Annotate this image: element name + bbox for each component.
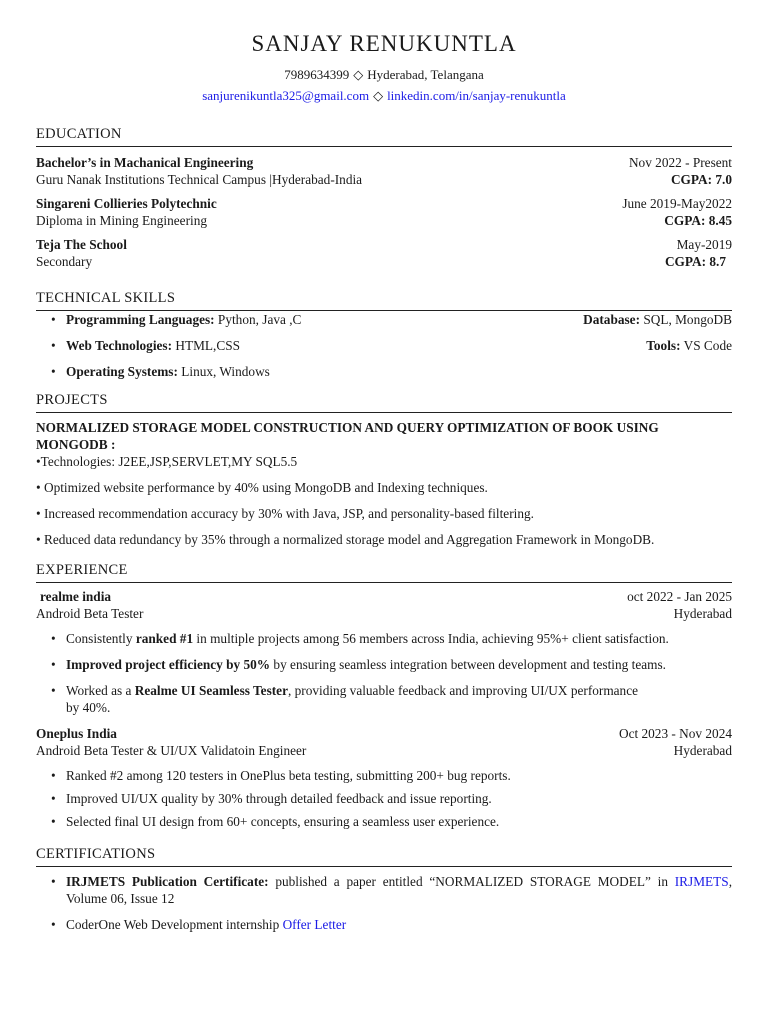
skill-label: Tools: [646, 338, 681, 353]
bullet-highlight: Improved project efficiency by 50% [66, 657, 271, 672]
bullet-text: Ranked #2 among 120 testers in OnePlus beta testing, submitting 200+ bug reports. [66, 768, 511, 783]
cgpa: CGPA: 7.0 [670, 172, 732, 187]
certifications-list [36, 873, 732, 933]
edu-date: Nov 2022 - Present [628, 155, 732, 170]
bullet-text: , providing valuable feedback and improving UI/UX performance by 40%. [66, 683, 639, 715]
job-date: Oct 2023 - Nov 2024 [618, 726, 732, 741]
certification-item [51, 916, 732, 933]
contact-line-1 [36, 64, 732, 85]
bullet-text: by ensuring seamless integration between development and testing teams. [270, 657, 666, 672]
edu-date: June 2019-May2022 [622, 196, 732, 211]
job-bullet [51, 682, 732, 716]
certification-item [51, 873, 732, 907]
skill-label: Database: [583, 312, 641, 327]
skill-row [51, 337, 732, 354]
skill-label: Operating Systems: [66, 364, 178, 379]
job-location: Hyderabad [673, 606, 732, 621]
skill-value: Linux, Windows [177, 364, 270, 379]
education-entry [36, 195, 732, 229]
cert-title: IRJMETS Publication Certificate: [66, 874, 269, 889]
project-title: NORMALIZED STORAGE MODEL CONSTRUCTION AND QUERY OPTIMIZATION OF BOOK USING MONGODB : [36, 420, 659, 452]
job-bullet [51, 656, 732, 673]
school: Secondary [36, 254, 93, 269]
project-line: • Reduced data redundancy by 35% through a normalized storage model and Aggregation Framework in MongoDB. [36, 532, 655, 547]
bullet-text: Improved UI/UX quality by 30% through detailed feedback and issue reporting. [66, 791, 492, 806]
location: Hyderabad, Telangana [367, 67, 484, 82]
project-line: •Technologies: J2EE,JSP,SERVLET,MY SQL5.5 [36, 454, 298, 469]
bullet-highlight: ranked #1 [135, 631, 194, 646]
experience-heading: EXPERIENCE [36, 562, 732, 583]
skill-label: Web Technologies: [66, 338, 173, 353]
cgpa: CGPA: 8.7 [664, 254, 726, 269]
skills-list [36, 311, 732, 380]
job-bullet [51, 630, 732, 647]
school: Diploma in Mining Engineering [36, 213, 207, 228]
job-bullets [36, 767, 732, 830]
edu-date: May-2019 [676, 237, 732, 252]
cert-tail: , Volume 06, Issue 12 [66, 874, 733, 906]
projects-heading: PROJECTS [36, 392, 732, 413]
phone-number: 7989634399 [284, 67, 350, 82]
contact-line-2 [36, 85, 732, 106]
diamond-separator-icon: ◇ [373, 88, 384, 103]
degree: Teja The School [36, 237, 127, 252]
linkedin-link[interactable]: linkedin.com/in/sanjay-renukuntla [387, 88, 566, 103]
bullet-highlight: Realme UI Seamless Tester [134, 683, 288, 698]
offer-letter-link[interactable]: Offer Letter [282, 917, 347, 932]
job-location: Hyderabad [673, 743, 732, 758]
job-entry [36, 725, 732, 830]
skill-value: HTML,CSS [172, 338, 241, 353]
project-line: • Increased recommendation accuracy by 30% with Java, JSP, and personality-based filtering. [36, 506, 534, 521]
job-bullet [51, 790, 732, 807]
diamond-separator-icon: ◇ [353, 67, 364, 82]
project-line: • Optimized website performance by 40% using MongoDB and Indexing techniques. [36, 480, 488, 495]
bullet-text: Worked as a [66, 683, 135, 698]
candidate-name: SANJAY RENUKUNTLA [251, 31, 517, 56]
skill-value: VS Code [680, 338, 732, 353]
bullet-text: Consistently [66, 631, 136, 646]
skill-row [51, 363, 732, 380]
education-entry [36, 154, 732, 188]
irjmets-link[interactable]: IRJMETS [674, 874, 729, 889]
skill-value: SQL, MongoDB [640, 312, 732, 327]
cert-text: published a paper entitled “NORMALIZED STORAGE MODEL” in [268, 874, 675, 889]
job-entry [36, 588, 732, 716]
email-link[interactable]: sanjurenikuntla325@gmail.com [202, 88, 370, 103]
education-heading: EDUCATION [36, 126, 732, 147]
degree: Bachelor’s in Machanical Engineering [36, 155, 254, 170]
company: realme india [40, 589, 112, 604]
job-bullet [51, 813, 732, 830]
education-entry [36, 236, 732, 270]
bullet-text: Selected final UI design from 60+ concepts, ensuring a seamless user experience. [66, 814, 500, 829]
cgpa: CGPA: 8.45 [664, 213, 732, 228]
skill-label: Programming Languages: [66, 312, 215, 327]
bullet-text: in multiple projects among 56 members across India, achieving 95%+ client satisfaction. [193, 631, 669, 646]
job-bullets [36, 630, 732, 716]
skill-value: Python, Java ,C [214, 312, 302, 327]
job-bullet [51, 767, 732, 784]
job-role: Android Beta Tester [36, 606, 144, 621]
skills-heading: TECHNICAL SKILLS [36, 290, 732, 311]
degree: Singareni Collieries Polytechnic [36, 196, 217, 211]
skill-row [51, 311, 732, 328]
job-date: oct 2022 - Jan 2025 [627, 589, 732, 604]
job-role: Android Beta Tester & UI/UX Validatoin Engineer [36, 743, 307, 758]
company: Oneplus India [36, 726, 117, 741]
certifications-heading: CERTIFICATIONS [36, 846, 732, 867]
cert-text: CoderOne Web Development internship [66, 917, 283, 932]
school: Guru Nanak Institutions Technical Campus |Hyderabad-India [36, 172, 363, 187]
